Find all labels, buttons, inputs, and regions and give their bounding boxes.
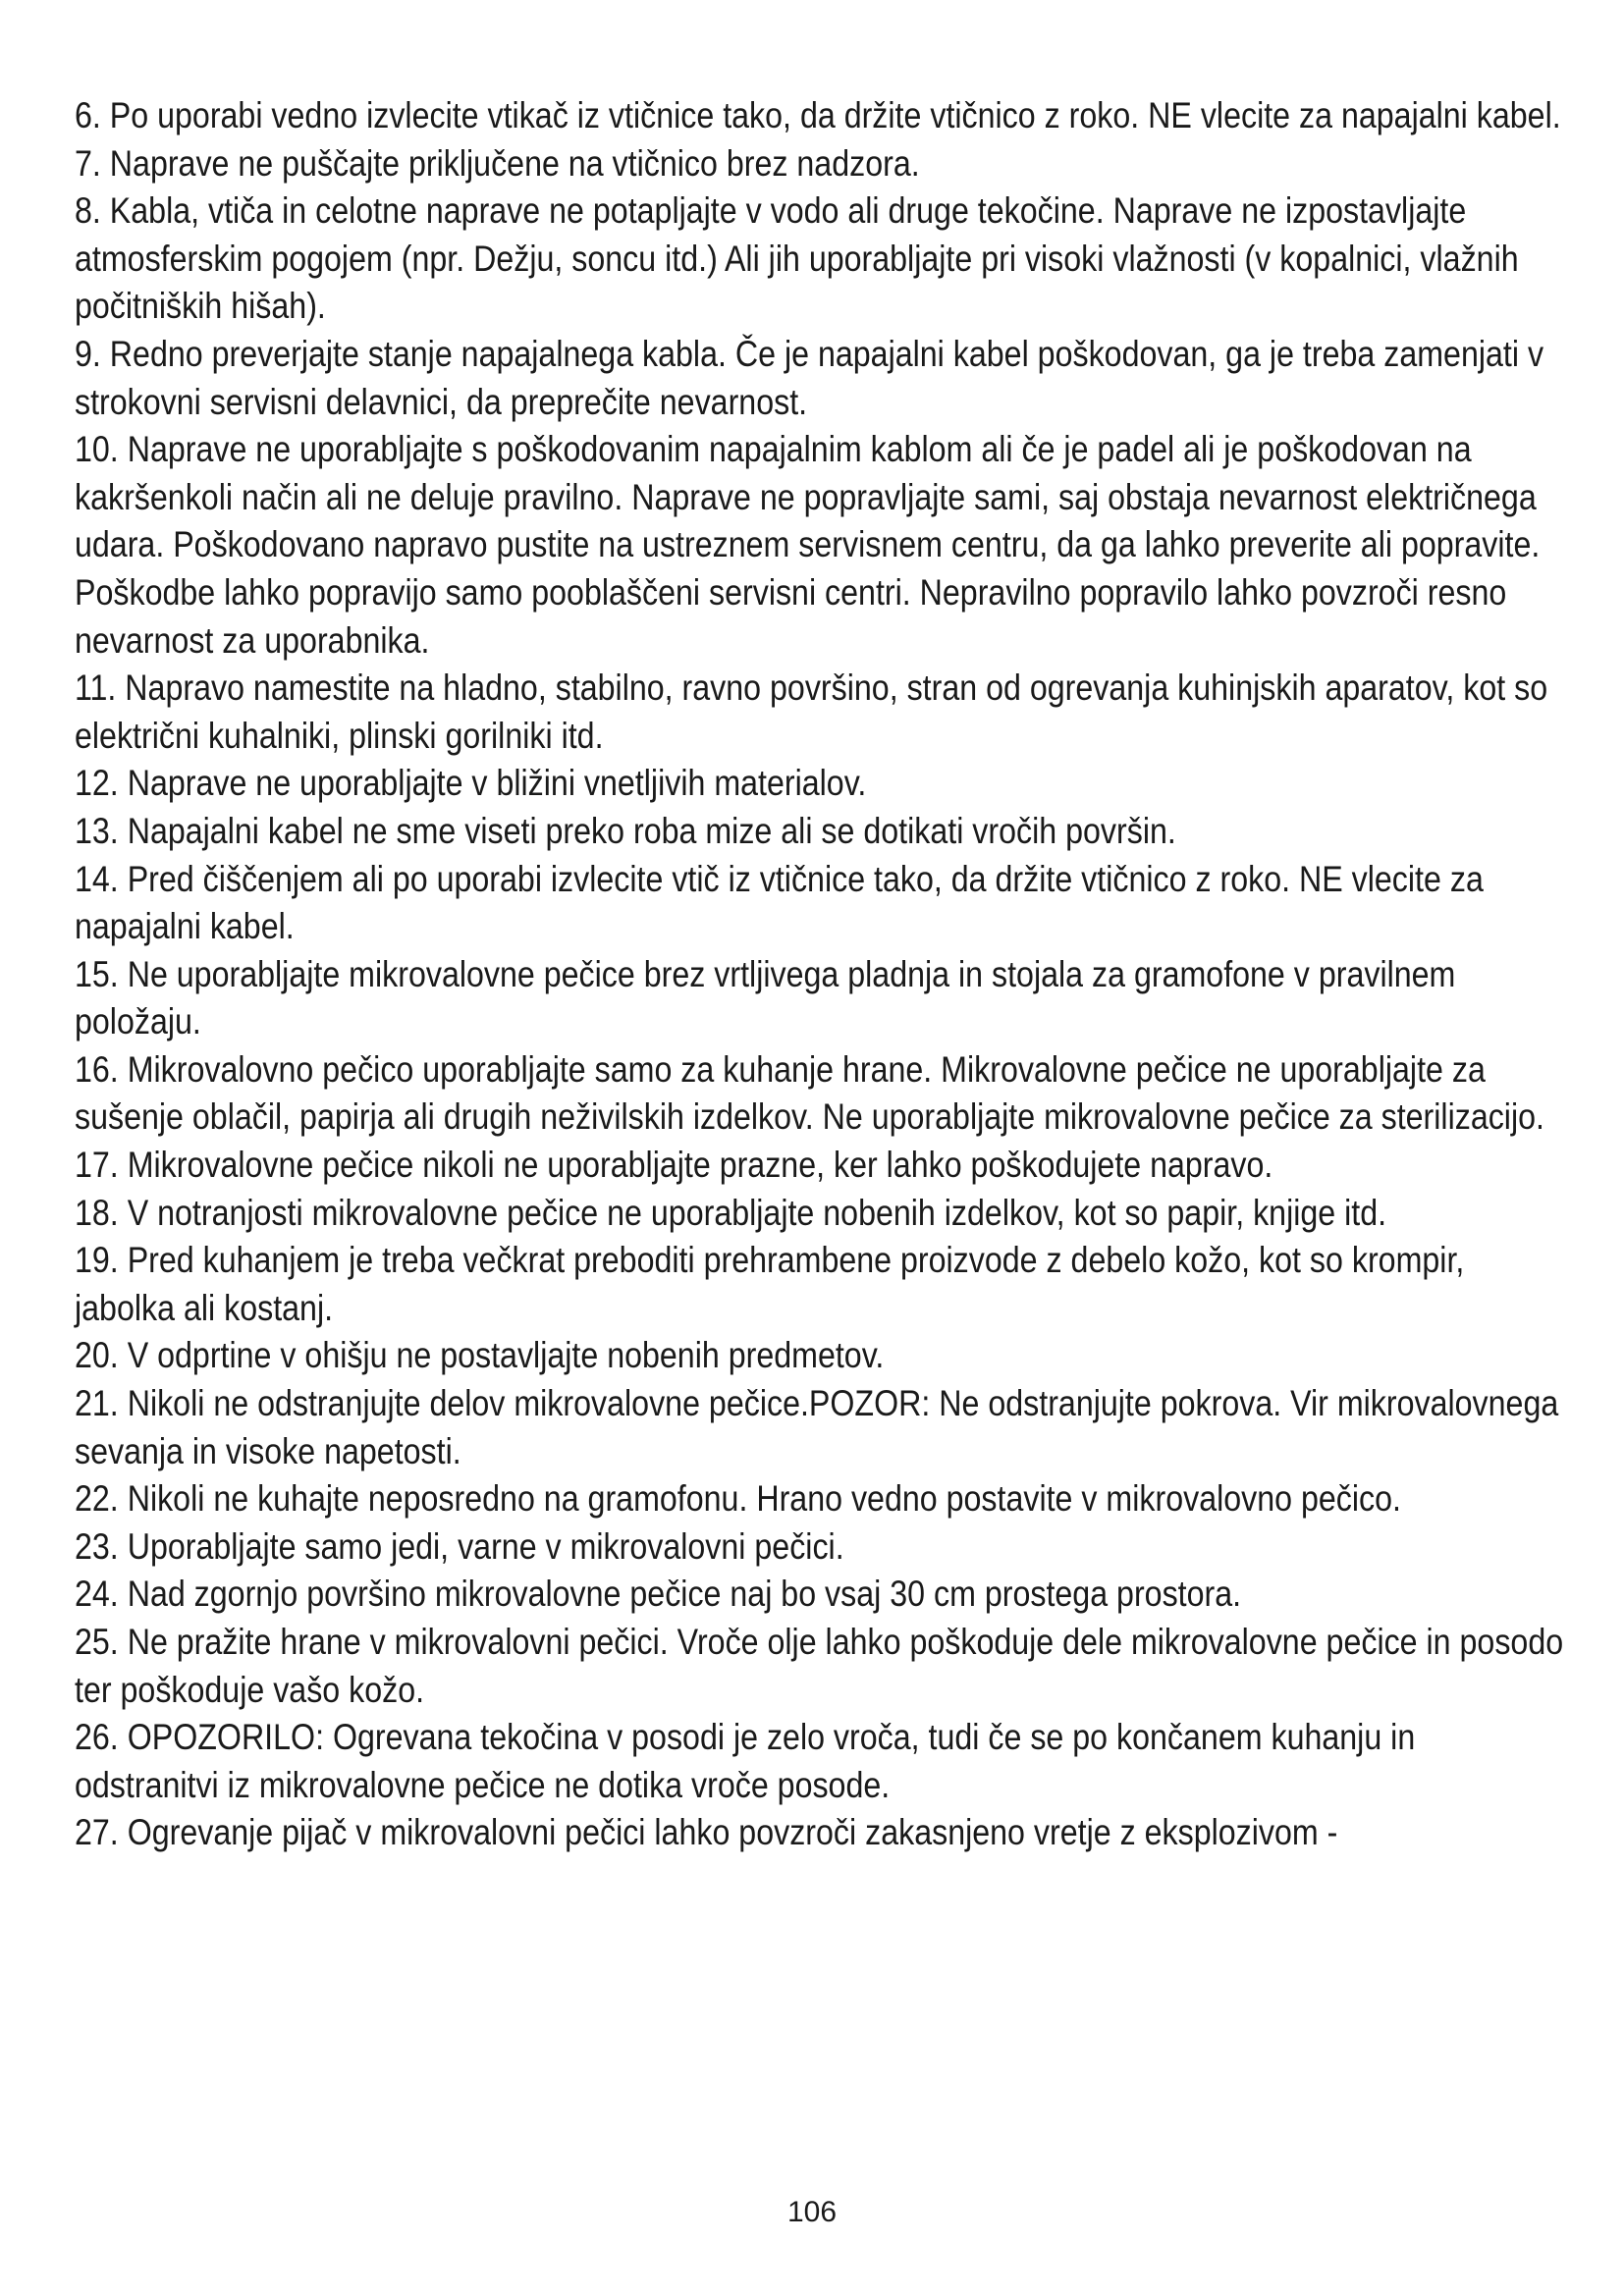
instruction-item-11: 11. Napravo namestite na hladno, stabilno, ravno površino, stran od ogrevanja kuhinjskih aparatov, kot so električni kuhalniki, plinski gorilniki itd. (75, 667, 1557, 756)
instruction-item-22: 22. Nikoli ne kuhajte neposredno na gramofonu. Hrano vedno postavite v mikrovalovno pečico. (75, 1478, 1402, 1520)
instruction-item-15: 15. Ne uporabljajte mikrovalovne pečice brez vrtljivega pladnja in stojala za gramofone v pravilnem položaju. (75, 953, 1465, 1042)
instruction-item-24: 24. Nad zgornjo površino mikrovalovne pečice naj bo vsaj 30 cm prostega prostora. (75, 1574, 1242, 1615)
instruction-item-25: 25. Ne pražite hrane v mikrovalovni pečici. Vroče olje lahko poškoduje dele mikrovalovne pečice in posodo ter poškoduje vašo kožo. (75, 1622, 1573, 1710)
instruction-item-14: 14. Pred čiščenjem ali po uporabi izvlecite vtič iz vtičnice tako, da držite vtičnico z roko. NE vlecite za napajalni kabel. (75, 858, 1492, 947)
instruction-item-7: 7. Naprave ne puščajte priključene na vtičnico brez nadzora. (75, 142, 920, 184)
instruction-item-12: 12. Naprave ne uporabljajte v bližini vnetljivih materialov. (75, 763, 867, 804)
instruction-item-27: 27. Ogrevanje pijač v mikrovalovni pečici lahko povzroči zakasnjeno vretje z eksplozivom - (75, 1812, 1338, 1853)
instruction-item-6: 6. Po uporabi vedno izvlecite vtikač iz vtičnice tako, da držite vtičnico z roko. NE vlecite za napajalni kabel. (75, 95, 1561, 135)
instruction-item-20: 20. V odprtine v ohišju ne postavljajte nobenih predmetov. (75, 1335, 885, 1376)
instruction-item-17: 17. Mikrovalovne pečice nikoli ne uporabljajte prazne, ker lahko poškodujete napravo. (75, 1145, 1273, 1186)
instruction-item-21: 21. Nikoli ne odstranjujte delov mikrovalovne pečice.POZOR: Ne odstranjujte pokrova. Vir mikrovalovnega sevanja in visoke napetosti. (75, 1383, 1568, 1471)
instruction-item-26: 26. OPOZORILO: Ogrevana tekočina v posodi je zelo vroča, tudi če se po končanem kuhanju in odstranitvi iz mikrovalovne pečice ne dotika vroče posode. (75, 1717, 1425, 1805)
instruction-item-19: 19. Pred kuhanjem je treba večkrat preboditi prehrambene proizvode z debelo kožo, kot so krompir, jabolka ali kostanj. (75, 1240, 1474, 1328)
instruction-item-18: 18. V notranjosti mikrovalovne pečice ne uporabljajte nobenih izdelkov, kot so papir, knjige itd. (75, 1192, 1387, 1233)
instruction-item-16: 16. Mikrovalovno pečico uporabljajte samo za kuhanje hrane. Mikrovalovne pečice ne uporabljajte za sušenje oblačil, papirja ali drugih neživilskih izdelkov. Ne uporabljajte mikrovalovne pečice za sterilizacijo. (75, 1048, 1544, 1138)
instruction-list (75, 92, 1573, 1857)
instruction-item-13: 13. Napajalni kabel ne sme viseti preko roba mize ali se dotikati vročih površin. (75, 810, 1176, 851)
page-number: 106 (786, 2196, 838, 2228)
instruction-item-10: 10. Naprave ne uporabljajte s poškodovanim napajalnim kablom ali če je padel ali je poškodovan na kakršenkoli način ali ne deluje pravilno. Naprave ne popravljajte sami, saj obstaja nevarnost električnega udara. Poškodovano napravo pustite na ustreznem servisnem centru, da ga lahko preverite ali popravite. Poškodbe lahko popravijo samo pooblaščeni servisni centri. Nepravilno popravilo lahko povzroči resno nevarnost za uporabnika. (75, 429, 1549, 661)
instruction-item-9: 9. Redno preverjajte stanje napajalnega kabla. Če je napajalni kabel poškodovan, ga je treba zamenjati v strokovni servisni delavnici, da preprečite nevarnost. (75, 333, 1552, 422)
instruction-item-23: 23. Uporabljajte samo jedi, varne v mikrovalovni pečici. (75, 1525, 844, 1567)
instruction-item-8: 8. Kabla, vtiča in celotne naprave ne potapljajte v vodo ali druge tekočine. Naprave ne izpostavljajte atmosferskim pogojem (npr. Dežju, soncu itd.) Ali jih uporabljajte pri visoki vlažnosti (v kopalnici, vlažnih počitniških hišah). (75, 190, 1528, 327)
